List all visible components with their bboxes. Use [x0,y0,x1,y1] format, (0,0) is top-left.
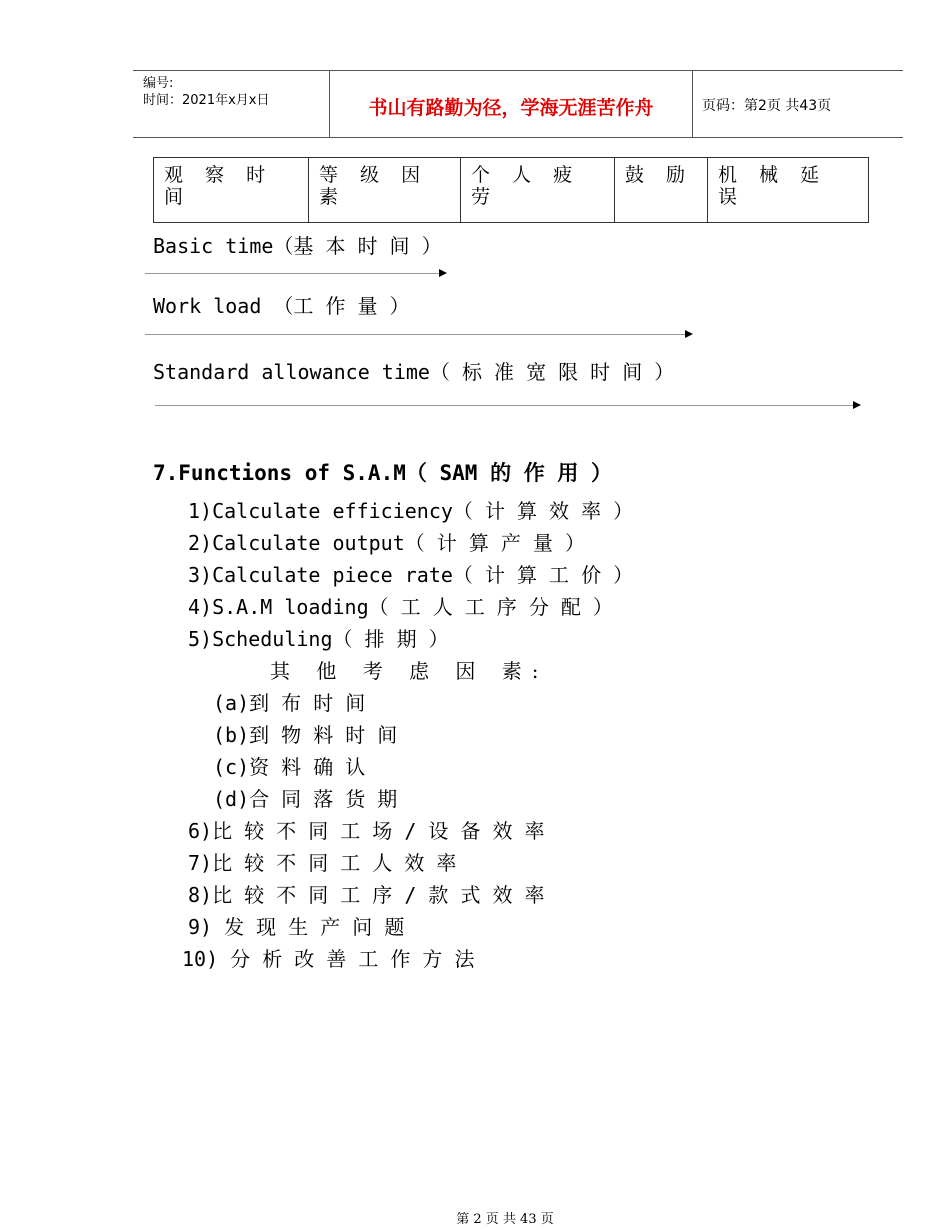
basic-time-label: Basic time（基 本 时 间 ） [153,234,442,258]
arrow-line [145,273,445,274]
other-factors-title: 其 他 考 虑 因 素: [270,659,549,683]
code-label: 编号: [143,76,174,91]
sub-item: (a)到 布 时 间 [213,691,366,715]
page-footer: 第 2 页 共 43 页 [456,1212,554,1227]
list-item: 9) 发 现 生 产 问 题 [188,915,405,939]
list-item: 8)比 较 不 同 工 序 / 款 式 效 率 [188,883,545,907]
arrow-line [155,405,859,406]
list-item: 1)Calculate efficiency（ 计 算 效 率 ） [188,499,634,523]
table-cell: 观 察 时 间 [154,158,309,222]
factor-table [153,157,869,223]
sub-item: (c)资 料 确 认 [213,755,366,779]
list-item: 6)比 较 不 同 工 场 / 设 备 效 率 [188,819,545,843]
header-meta [143,75,269,109]
list-item: 7)比 较 不 同 工 人 效 率 [188,851,457,875]
sub-item: (b)到 物 料 时 间 [213,723,398,747]
list-item: 5)Scheduling（ 排 期 ） [188,627,449,651]
table-cell: 个 人 疲 劳 [461,158,615,222]
list-item: 2)Calculate output（ 计 算 产 量 ） [188,531,585,555]
section-title: 7.Functions of S.A.M（ SAM 的 作 用 ） [153,461,613,485]
time-label: 时间：2021年x月x日 [143,93,270,108]
list-item: 10) 分 析 改 善 工 作 方 法 [182,947,475,971]
header-page-number: 页码：第2页 共43页 [702,98,832,114]
standard-time-label: Standard allowance time（ 标 准 宽 限 时 间 ） [153,360,675,384]
sub-item: (d)合 同 落 货 期 [213,787,398,811]
arrow-line [145,334,691,335]
header-divider [692,71,693,137]
list-item: 4)S.A.M loading（ 工 人 工 序 分 配 ） [188,595,613,619]
list-item: 3)Calculate piece rate（ 计 算 工 价 ） [188,563,634,587]
table-cell: 等 级 因 素 [309,158,461,222]
table-cell: 鼓 励 [615,158,708,222]
document-header [133,70,903,138]
work-load-label: Work load （工 作 量 ） [153,294,410,318]
header-motto: 书山有路勤为径，学海无涯苦作舟 [368,97,654,119]
table-cell: 机 械 延 误 [718,164,828,208]
